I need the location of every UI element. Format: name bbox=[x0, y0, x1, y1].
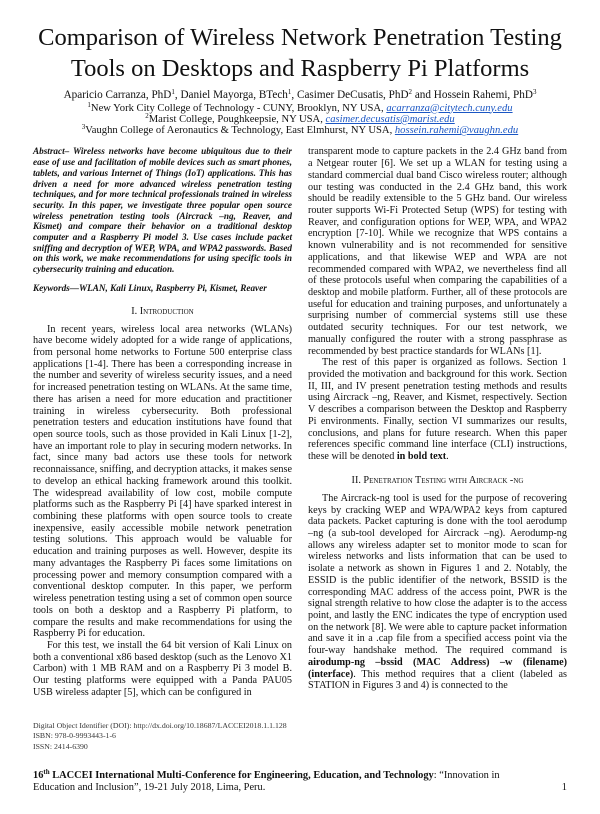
left-column bbox=[33, 146, 292, 752]
author-name: , Daniel Mayorga, BTech bbox=[174, 89, 288, 101]
author-name: Aparicio Carranza, PhD bbox=[63, 89, 172, 101]
author-name: and Hossein Rahemi, PhD bbox=[412, 89, 533, 101]
footer-theme: : “Innovation in Education and Inclusion”, 19-21 July 2018, Lima, Peru. bbox=[33, 770, 500, 794]
affil-mark: 3 bbox=[81, 123, 86, 132]
footer-conference: LACCEI International Multi-Conference for Engineering, Education, and Technology bbox=[49, 770, 434, 782]
title-line-1: Comparison of Wireless Network Penetration Testing bbox=[38, 24, 562, 51]
two-column-body bbox=[33, 146, 567, 752]
conference-footer bbox=[33, 770, 533, 794]
issn: ISSN: 2414-6390 bbox=[33, 741, 88, 751]
doi: Digital Object Identifier (DOI): http://dx.doi.org/10.18687/LACCEI2018.1.1.128 bbox=[33, 720, 287, 730]
body-paragraph: For this test, we install the 64 bit version of Kali Linux on both a conventional x86 based desktop (such as the Lenovo X1 Carbon) with 1 MB RAM and on a Raspberry Pi 3 model B. Our testing platforms were equipped with a Panda PAU05 USB wireless adapter [5], which can be configured in bbox=[33, 639, 292, 698]
author-name: , Casimer DeCusatis, PhD bbox=[291, 89, 409, 101]
text-run: The Aircrack-ng tool is used for the purpose of recovering keys by cracking WEP and WPA/WPA2 keys from captured data packets. Packet capturing is done with the tool aerodump –ng (a sub-tool developed for Aircrack –ng). Aerodump-ng allows any wireless adapter set to monitor mode to scan for wireless networks and lists information that can be used to isolate a network as shown in Figures 1 and 2. Notably, the ESSID is the public identifier of the network, BSSID is the corresponding MAC address of the access point, PWR is the signal strength relative to how close the adapter is to the access point, and lastly the ENC indicates the type of encryption used on the network [8]. We were able to capture packet information and save it in a .cap file from a specified access point via the four-way handshake method. The required command is bbox=[308, 492, 567, 657]
email-link[interactable]: hossein.rahemi@vaughn.edu bbox=[394, 125, 519, 137]
body-paragraph: transparent mode to capture packets in the 2.4 GHz band from a Netgear router [6]. We set up a WLAN for testing using a standard commercial dual band Cisco wireless router; although our testing was conducted in the 2.4 GHz band, this work should be readily extensible to the 5 GHz band. Our wireless router supports Wi-Fi Protected Setup (WPS) for testing with Reaver, and configuration options for WEP, WPA, and WPA2 encryption [7-10]. While we recognize that WPS contains a known vulnerability and is not recommended for sensitive applications, and that likewise WEP and WPA are not recommended compared with WPA2, we nevertheless find all of these protocols useful when comparing the capabilities of a desktop and mobile platform. Further, all of these protocols are useful for education and training purposes, and unfortunately a surprising number of commercial systems still use these outdated security techniques. For our test network, we manually configured the router with a strong passphrase as recommended by best practice standards for WLANs [1]. bbox=[308, 146, 567, 357]
affiliation bbox=[33, 100, 567, 114]
identifiers bbox=[33, 721, 292, 753]
isbn: ISBN: 978-0-9993443-1-6 bbox=[33, 731, 116, 741]
affil-text: Vaughn College of Aeronautics & Technology, East Elmhurst, NY USA, bbox=[85, 125, 395, 137]
cli-command: airodump-ng –bssid (MAC Address) –w (filename) (interface) bbox=[308, 656, 567, 680]
footer-row bbox=[33, 770, 567, 794]
author-block bbox=[33, 89, 567, 136]
section-heading: II. Penetration Testing with Aircrack -ng bbox=[351, 474, 524, 486]
author-affil-mark: 2 bbox=[408, 88, 413, 96]
affiliation bbox=[33, 111, 567, 125]
email-link[interactable]: casimer.decusatis@marist.edu bbox=[325, 113, 455, 125]
page-number: 1 bbox=[561, 782, 567, 794]
affil-mark: 2 bbox=[145, 111, 149, 120]
abstract: Abstract– Wireless networks have become ubiquitous due to their ease of use and facilitation of mobile devices such as smart phones, tablets, and various Internet of Things (IoT) applications. This has driven a need for more advanced wireless penetration testing techniques, and for more technical professionals trained in wireless security. In this paper, we investigate three popular open source wireless penetration testing tools (Aircrack –ng, Reaver, and Kismet) and compare their behavior on a traditional desktop computer and a Raspberry Pi model 3. Use cases include packet sniffing and decryption of WEP, WPA, and WPA2 passwords. Based on this work, we make recommendations for using specific tools in cybersecurity training and education. bbox=[33, 146, 292, 275]
author-affil-mark: 3 bbox=[532, 88, 537, 96]
paper-title bbox=[33, 22, 567, 84]
keywords: Keywords—WLAN, Kali Linux, Raspberry Pi, Kismet, Reaver bbox=[33, 282, 267, 293]
text-run: The rest of this paper is organized as follows. Section 1 provided the motivation and background for this work. Section II, III, and IV present penetration testing methods and results using Aircrack –ng, Reaver, and Kismet, respectively. Section V describes a comparison between the Desktop and Raspberry Pi environments. Finally, section VI summarizes our results, conclusions, and plans for future research. When this paper references specific command line interface (CLI) instructions, these will be denoted bbox=[308, 357, 567, 463]
body-paragraph bbox=[308, 493, 567, 692]
author-affil-mark: 1 bbox=[287, 88, 292, 96]
footer-num: 16 bbox=[33, 770, 44, 782]
affil-text: Marist College, Poughkeepsie, NY USA, bbox=[148, 113, 326, 125]
title-line-2: Tools on Desktops and Raspberry Pi Platforms bbox=[70, 55, 530, 82]
affiliation bbox=[33, 125, 567, 136]
author-list bbox=[33, 89, 567, 102]
text-run: . This method requires that a client (labeled as STATION in Figures 3 and 4) is connected to the bbox=[308, 668, 567, 692]
author-affil-mark: 1 bbox=[171, 88, 175, 96]
text-run: . bbox=[446, 451, 449, 463]
affil-text: New York City College of Technology - CUNY, Brooklyn, NY USA, bbox=[90, 102, 387, 114]
bold-text: in bold text bbox=[396, 451, 447, 463]
body-paragraph: In recent years, wireless local area networks (WLANs) have become widely adopted for a wide range of applications, from personal home networks to Fortune 500 enterprise class applications [1-4]. There has been a corresponding increase in the number and severity of wireless security issues, and a need for increased penetration testing on WLANs. At the same time, there has arisen a need for more education and practitioner training in wireless cybersecurity. Both professional penetration testers and education institutions have found that open source tools, such as those provided in Kali Linux [1-2], have an important role to play in securing modern networks. In fact, since many bad actors use these tools for network reconnaissance, sniffing, and decryption attacks, it makes sense to develop an ethical hacking framework around this toolkit. The widespread availability of low cost, mobile compute platforms such as the Raspberry Pi [4] have sparked interest in combining these platforms with open source tools to create inexpensive, easily accessible mobile network penetration testing solutions. This approach would be valuable for education and training purposes as well. However, despite its many advantages the Raspberry Pi faces some limitations on processing power and memory consumption compared with a conventional desktop computer. In this paper, we perform wireless penetration testing using a set of common open source tools on both a desktop and a Raspberry Pi platform, to compare the results and make recommendations for using the Raspberry Pi for education. bbox=[33, 323, 292, 640]
affil-mark: 1 bbox=[87, 100, 91, 109]
right-column bbox=[308, 146, 567, 752]
section-heading: I. Introduction bbox=[131, 305, 194, 317]
email-link[interactable]: acarranza@citytech.cuny.edu bbox=[386, 102, 513, 114]
footer-sup: th bbox=[43, 768, 50, 777]
body-paragraph bbox=[308, 357, 567, 462]
